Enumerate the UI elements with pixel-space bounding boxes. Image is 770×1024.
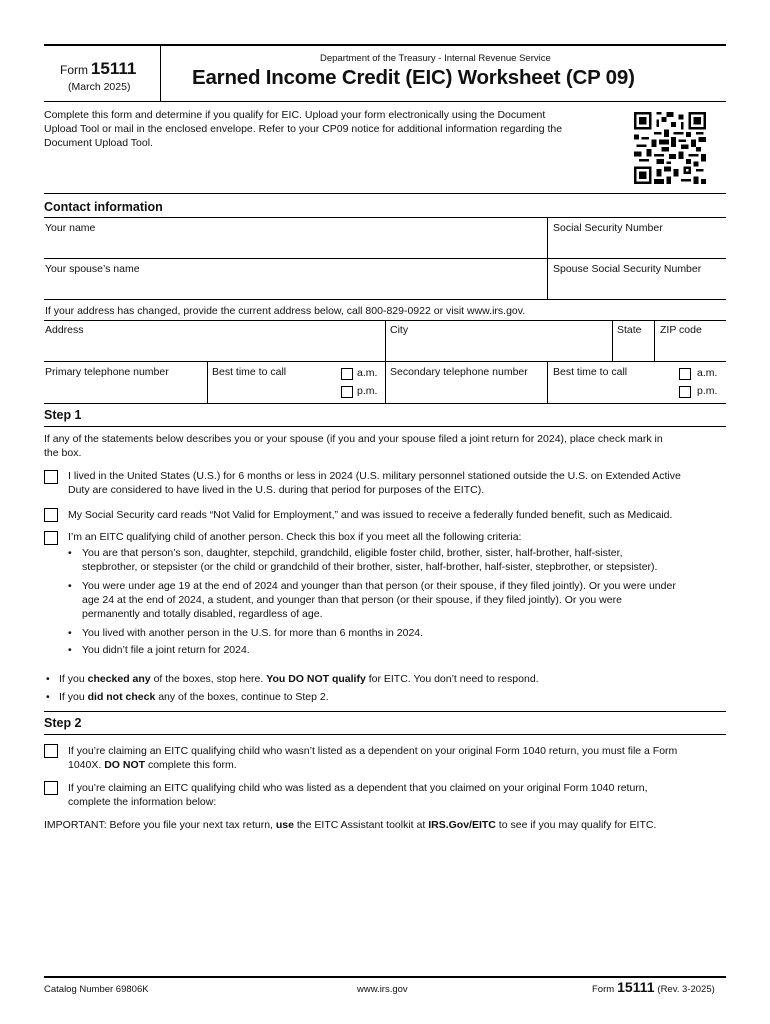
divider bbox=[207, 361, 208, 403]
divider bbox=[612, 320, 613, 361]
text-run: did not check bbox=[87, 691, 156, 703]
criteria-item bbox=[68, 546, 657, 574]
step2-checkbox-1[interactable] bbox=[44, 744, 58, 758]
text-line: You didn’t file a joint return for 2024. bbox=[82, 644, 250, 656]
divider bbox=[385, 361, 386, 403]
step1-item-3: I’m an EITC qualifying child of another person. Check this box if you meet all the following criteria: bbox=[68, 531, 522, 543]
bullet-glyph: • bbox=[68, 580, 72, 592]
footer-form-number: 15111 bbox=[617, 979, 655, 995]
text-line: age 24 at the end of 2024, a student, and younger than that person (or their spouse, if they filed jointly). Or you were bbox=[82, 594, 622, 606]
divider bbox=[44, 258, 726, 259]
state-field[interactable]: State bbox=[617, 324, 642, 336]
text-line: You lived with another person in the U.S. for more than 6 months in 2024. bbox=[82, 627, 424, 639]
text-run: If you bbox=[59, 673, 88, 685]
address-field[interactable]: Address bbox=[45, 324, 84, 336]
text-line: the box. bbox=[44, 447, 82, 459]
form-label bbox=[60, 59, 137, 78]
text-line: stepbrother, or stepsister (or the child or grandchild of their brother, sister, half-brother, half-sister, stepbrother, or stepsister). bbox=[82, 561, 658, 573]
text-run: any of the boxes, continue to Step 2. bbox=[155, 691, 329, 703]
zip-field[interactable]: ZIP code bbox=[660, 324, 702, 336]
text-line: You were under age 19 at the end of 2024 and younger than that person (or their spouse, if they filed jointly). Or you were under bbox=[82, 580, 676, 592]
text-run: of the boxes, stop here. bbox=[150, 673, 267, 685]
text-line: If you’re claiming an EITC qualifying child who was listed as a dependent that you claimed on your original Form 1040 return, bbox=[68, 782, 648, 794]
divider bbox=[547, 361, 548, 403]
text-run: the EITC Assistant toolkit at bbox=[293, 819, 429, 831]
department-name: Department of the Treasury - Internal Revenue Service bbox=[320, 53, 551, 64]
step1-intro bbox=[44, 432, 663, 460]
criteria-item bbox=[68, 643, 250, 657]
step1-heading: Step 1 bbox=[44, 408, 82, 422]
text-line: If you’re claiming an EITC qualifying child who wasn’t listed as a dependent on your original Form 1040 return, you must file a Form bbox=[68, 745, 678, 757]
step1-checkbox-1[interactable] bbox=[44, 470, 58, 484]
am-label: a.m. bbox=[357, 367, 378, 379]
text-line: You are that person’s son, daughter, stepchild, grandchild, eligible foster child, brother, sister, half-brother, half-sister, bbox=[82, 547, 623, 559]
intro-line: Upload Tool or mail in the enclosed envelope. Refer to your CP09 notice for additional information regarding the bbox=[44, 123, 563, 135]
form-number: 15111 bbox=[90, 59, 137, 78]
intro-line: Complete this form and determine if you qualify for EIC. Upload your form electronically using the Document bbox=[44, 109, 546, 121]
text-run: use bbox=[275, 819, 294, 831]
spouse-ssn-field[interactable]: Spouse Social Security Number bbox=[553, 263, 702, 275]
criteria-item bbox=[68, 579, 676, 621]
text-run: checked any bbox=[87, 673, 151, 685]
secondary-phone-field[interactable]: Secondary telephone number bbox=[390, 366, 528, 378]
ssn-field[interactable]: Social Security Number bbox=[553, 222, 663, 234]
am-checkbox-2[interactable] bbox=[679, 368, 691, 380]
outcome-checked bbox=[46, 672, 539, 686]
catalog-number: Catalog Number 69806K bbox=[44, 984, 149, 995]
divider bbox=[44, 403, 726, 404]
text-run: IMPORTANT: Before you file your next tax return, bbox=[44, 819, 276, 831]
text-line: permanently and totally disabled, regardless of age. bbox=[82, 608, 323, 620]
best-time-field-2: Best time to call bbox=[553, 366, 628, 378]
divider bbox=[44, 711, 726, 712]
intro-line: Document Upload Tool. bbox=[44, 137, 153, 149]
pm-checkbox-2[interactable] bbox=[679, 386, 691, 398]
top-rule bbox=[44, 44, 726, 46]
divider bbox=[44, 299, 726, 300]
form-word: Form bbox=[60, 63, 88, 77]
text-run: complete this form. bbox=[145, 759, 237, 771]
am-label-2: a.m. bbox=[697, 367, 718, 379]
important-note bbox=[44, 818, 656, 832]
bullet-glyph: • bbox=[46, 673, 50, 685]
step1-item-1 bbox=[68, 469, 681, 497]
text-run: DO NOT bbox=[104, 759, 146, 771]
bullet-glyph: • bbox=[68, 644, 72, 656]
footer-form-word: Form bbox=[592, 984, 615, 995]
city-field[interactable]: City bbox=[390, 324, 409, 336]
header-divider bbox=[160, 46, 161, 102]
footer-rule bbox=[44, 976, 726, 978]
page-title: Earned Income Credit (EIC) Worksheet (CP 09) bbox=[192, 66, 635, 89]
pm-label: p.m. bbox=[357, 385, 378, 397]
spouse-name-field[interactable]: Your spouse’s name bbox=[45, 263, 140, 275]
text-run: for EITC. You don’t need to respond. bbox=[365, 673, 539, 685]
criteria-item bbox=[68, 626, 423, 640]
footer-revision: (Rev. 3-2025) bbox=[657, 984, 715, 995]
contact-top-rule bbox=[44, 193, 726, 194]
pm-checkbox[interactable] bbox=[341, 386, 353, 398]
text-run: You DO NOT qualify bbox=[266, 673, 366, 685]
address-note: If your address has changed, provide the current address below, call 800-829-0922 or visit www.irs.gov. bbox=[45, 305, 526, 317]
divider bbox=[654, 320, 655, 361]
intro-text bbox=[44, 108, 614, 150]
primary-phone-field[interactable]: Primary telephone number bbox=[45, 366, 169, 378]
your-name-field[interactable]: Your name bbox=[45, 222, 96, 234]
text-run: 1040X. bbox=[68, 759, 105, 771]
text-line: I lived in the United States (U.S.) for 6 months or less in 2024 (U.S. military personnel stationed outside the U.S. on Extended Active bbox=[68, 470, 681, 482]
best-time-field: Best time to call bbox=[212, 366, 287, 378]
step2-heading: Step 2 bbox=[44, 716, 82, 730]
text-line: Duty are considered to have lived in the U.S. during that period for purposes of the EITC). bbox=[68, 484, 485, 496]
contact-heading: Contact information bbox=[44, 200, 163, 214]
bullet-glyph: • bbox=[68, 627, 72, 639]
step2-item-1 bbox=[68, 744, 677, 772]
text-line: If any of the statements below describes you or your spouse (if you and your spouse filed a joint return for 2024), place check mark in bbox=[44, 433, 663, 445]
divider bbox=[44, 217, 726, 218]
step2-checkbox-2[interactable] bbox=[44, 781, 58, 795]
step1-item-2: My Social Security card reads “Not Valid for Employment,” and was issued to receive a federally funded benefit, such as Medicaid. bbox=[68, 509, 673, 521]
website-link[interactable]: www.irs.gov bbox=[357, 984, 408, 995]
bullet-glyph: • bbox=[46, 691, 50, 703]
divider bbox=[385, 320, 386, 361]
outcome-not-checked bbox=[46, 690, 329, 704]
step1-checkbox-3[interactable] bbox=[44, 531, 58, 545]
am-checkbox[interactable] bbox=[341, 368, 353, 380]
qr-code-icon bbox=[634, 111, 706, 185]
text-run: IRS.Gov/EITC bbox=[428, 819, 496, 831]
bullet-glyph: • bbox=[68, 547, 72, 559]
form-date: (March 2025) bbox=[68, 81, 131, 93]
header-bottom-rule bbox=[44, 101, 726, 102]
step1-checkbox-2[interactable] bbox=[44, 508, 58, 522]
footer-form-label bbox=[592, 980, 715, 997]
step2-item-2 bbox=[68, 781, 648, 809]
text-line: complete the information below: bbox=[68, 796, 217, 808]
divider bbox=[44, 734, 726, 735]
divider bbox=[44, 426, 726, 427]
text-run: to see if you may qualify for EITC. bbox=[495, 819, 657, 831]
text-run: If you bbox=[59, 691, 88, 703]
pm-label-2: p.m. bbox=[697, 385, 718, 397]
